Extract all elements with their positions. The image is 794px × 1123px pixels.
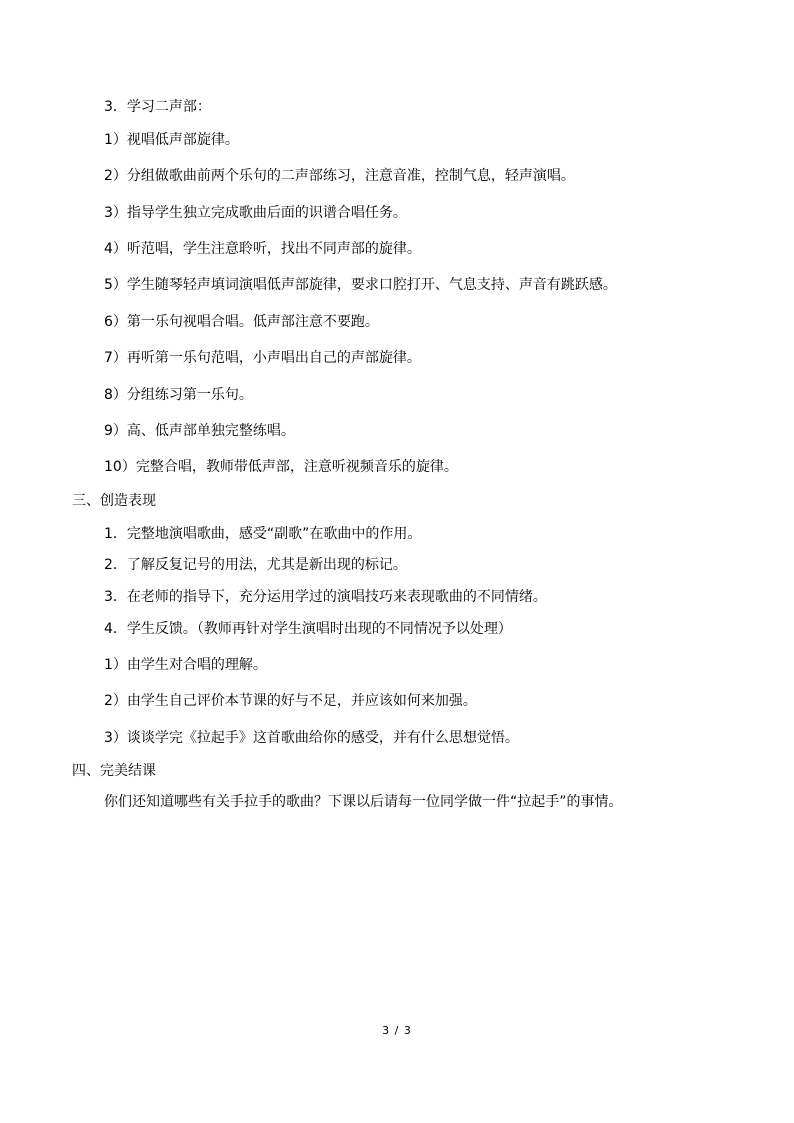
section-heading: 3．学习二声部：	[104, 99, 211, 115]
part-heading: 三、创造表现	[72, 493, 156, 509]
list-item: 2）分组做歌曲前两个乐句的二声部练习，注意音准，控制气息，轻声演唱。	[104, 168, 575, 184]
list-item: 4．学生反馈。（教师再针对学生演唱时出现的不同情况予以处理）	[104, 621, 512, 637]
list-item: 5）学生随琴轻声填词演唱低声部旋律，要求口腔打开、气息支持、声音有跳跃感。	[104, 277, 617, 293]
list-item: 3）指导学生独立完成歌曲后面的识谱合唱任务。	[104, 205, 407, 221]
list-item: 7）再听第一乐句范唱，小声唱出自己的声部旋律。	[104, 350, 421, 366]
page-number: 3 / 3	[382, 1024, 412, 1037]
list-item: 1）由学生对合唱的理解。	[104, 657, 267, 673]
list-item: 2．了解反复记号的用法，尤其是新出现的标记。	[104, 557, 407, 573]
list-item: 3．在老师的指导下，充分运用学过的演唱技巧来表现歌曲的不同情绪。	[104, 589, 547, 605]
list-item: 3）谈谈学完《拉起手》这首歌曲给你的感受，并有什么思想觉悟。	[104, 730, 519, 746]
list-item: 6）第一乐句视唱合唱。低声部注意不要跑。	[104, 314, 379, 330]
list-item: 10）完整合唱，教师带低声部，注意听视频音乐的旋律。	[104, 459, 458, 475]
list-item: 1）视唱低声部旋律。	[104, 132, 239, 148]
part-heading: 四、完美结课	[72, 763, 156, 779]
list-item: 2）由学生自己评价本节课的好与不足，并应该如何来加强。	[104, 693, 477, 709]
list-item: 1．完整地演唱歌曲，感受“副歌”在歌曲中的作用。	[104, 526, 422, 542]
list-item: 9）高、低声部单独完整练唱。	[104, 423, 295, 439]
closing-paragraph: 你们还知道哪些有关手拉手的歌曲？下课以后请每一位同学做一件“拉起手”的事情。	[104, 794, 623, 810]
list-item: 8）分组练习第一乐句。	[104, 387, 253, 403]
list-item: 4）听范唱，学生注意聆听，找出不同声部的旋律。	[104, 241, 421, 257]
